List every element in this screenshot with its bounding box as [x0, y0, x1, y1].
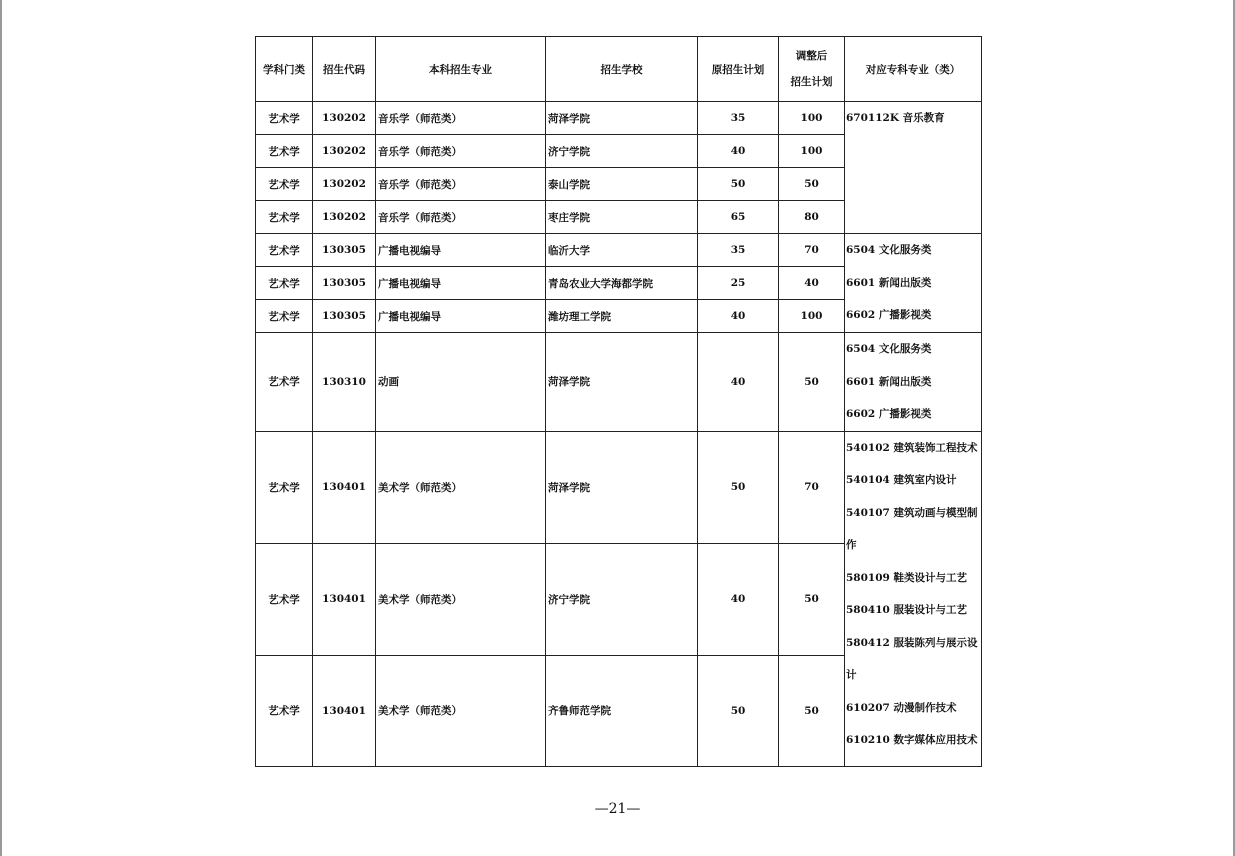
cell-major: 音乐学（师范类）	[376, 168, 546, 201]
cell-major: 音乐学（师范类）	[376, 201, 546, 234]
cell-original-plan: 40	[698, 300, 779, 333]
cell-category: 艺术学	[256, 333, 313, 432]
cell-vocational-group-3	[845, 333, 982, 432]
cell-major: 美术学（师范类）	[376, 655, 546, 766]
cell-major: 广播电视编导	[376, 234, 546, 267]
cell-code: 130401	[313, 543, 376, 655]
cell-original-plan: 65	[698, 201, 779, 234]
cell-major: 广播电视编导	[376, 300, 546, 333]
cell-code: 130202	[313, 135, 376, 168]
cell-major: 美术学（师范类）	[376, 431, 546, 543]
mapping-line: 670112K 音乐教育	[846, 112, 945, 124]
cell-category: 艺术学	[256, 168, 313, 201]
cell-adjusted-plan: 70	[779, 431, 845, 543]
cell-school: 临沂大学	[546, 234, 698, 267]
mapping-line: 580412 服装陈列与展示设	[846, 636, 978, 649]
header-original-plan: 原招生计划	[698, 37, 779, 102]
cell-school: 齐鲁师范学院	[546, 655, 698, 766]
cell-category: 艺术学	[256, 267, 313, 300]
cell-school: 菏泽学院	[546, 431, 698, 543]
mapping-line: 540102 建筑装饰工程技术	[846, 441, 978, 454]
cell-adjusted-plan: 40	[779, 267, 845, 300]
page-number: —21—	[594, 801, 641, 817]
cell-category: 艺术学	[256, 543, 313, 655]
header-major: 本科招生专业	[376, 37, 546, 102]
cell-school: 菏泽学院	[546, 333, 698, 432]
cell-major: 音乐学（师范类）	[376, 135, 546, 168]
cell-category: 艺术学	[256, 102, 313, 135]
cell-original-plan: 35	[698, 234, 779, 267]
cell-category: 艺术学	[256, 300, 313, 333]
mapping-line: 6601 新闻出版类	[846, 375, 932, 388]
cell-original-plan: 40	[698, 135, 779, 168]
cell-major: 动画	[376, 333, 546, 432]
table-row	[256, 234, 982, 267]
cell-code: 130202	[313, 168, 376, 201]
mapping-line: 计	[846, 669, 857, 681]
mapping-line: 6602 广播影视类	[846, 309, 932, 321]
mapping-line: 580410 服装设计与工艺	[846, 604, 967, 616]
cell-school: 潍坊理工学院	[546, 300, 698, 333]
cell-code: 130305	[313, 300, 376, 333]
mapping-line: 6602 广播影视类	[846, 408, 932, 420]
cell-category: 艺术学	[256, 135, 313, 168]
cell-school: 菏泽学院	[546, 102, 698, 135]
cell-major: 音乐学（师范类）	[376, 102, 546, 135]
mapping-line: 6504 文化服务类	[846, 244, 932, 256]
header-row	[256, 37, 982, 102]
table-row	[256, 431, 982, 543]
cell-code: 130305	[313, 267, 376, 300]
header-adjusted-line2: 招生计划	[790, 76, 833, 88]
cell-original-plan: 40	[698, 543, 779, 655]
cell-vocational-group-2	[845, 234, 982, 333]
table-row	[256, 102, 982, 135]
mapping-line: 540107 建筑动画与模型制	[846, 506, 978, 519]
cell-code: 130305	[313, 234, 376, 267]
cell-major: 广播电视编导	[376, 267, 546, 300]
mapping-line: 6504 文化服务类	[846, 343, 932, 355]
cell-adjusted-plan: 50	[779, 168, 845, 201]
cell-adjusted-plan: 100	[779, 300, 845, 333]
cell-adjusted-plan: 80	[779, 201, 845, 234]
cell-original-plan: 50	[698, 168, 779, 201]
cell-category: 艺术学	[256, 431, 313, 543]
header-adjusted-line1: 调整后	[795, 50, 828, 62]
cell-school: 青岛农业大学海都学院	[546, 267, 698, 300]
cell-original-plan: 25	[698, 267, 779, 300]
cell-adjusted-plan: 50	[779, 543, 845, 655]
cell-original-plan: 50	[698, 655, 779, 766]
table-row	[256, 333, 982, 432]
cell-code: 130401	[313, 655, 376, 766]
mapping-line: 610210 数字媒体应用技术	[846, 734, 978, 746]
cell-vocational-group-1	[845, 102, 982, 234]
cell-school: 济宁学院	[546, 135, 698, 168]
cell-original-plan: 50	[698, 431, 779, 543]
header-adjusted-plan	[779, 37, 845, 102]
enrollment-plan-table	[255, 36, 982, 767]
header-school: 招生学校	[546, 37, 698, 102]
header-vocational-major: 对应专科专业（类）	[845, 37, 982, 102]
cell-original-plan: 35	[698, 102, 779, 135]
header-category: 学科门类	[256, 37, 313, 102]
mapping-line: 610207 动漫制作技术	[846, 701, 957, 714]
cell-adjusted-plan: 70	[779, 234, 845, 267]
cell-adjusted-plan: 100	[779, 102, 845, 135]
cell-school: 枣庄学院	[546, 201, 698, 234]
cell-original-plan: 40	[698, 333, 779, 432]
mapping-line: 作	[846, 539, 857, 551]
cell-code: 130310	[313, 333, 376, 432]
cell-category: 艺术学	[256, 201, 313, 234]
page-edge-left	[0, 0, 2, 856]
mapping-line: 6601 新闻出版类	[846, 276, 932, 289]
cell-vocational-group-4	[845, 431, 982, 766]
cell-category: 艺术学	[256, 655, 313, 766]
cell-school: 济宁学院	[546, 543, 698, 655]
cell-category: 艺术学	[256, 234, 313, 267]
cell-code: 130401	[313, 431, 376, 543]
header-code: 招生代码	[313, 37, 376, 102]
mapping-line: 540104 建筑室内设计	[846, 474, 957, 486]
cell-adjusted-plan: 100	[779, 135, 845, 168]
cell-adjusted-plan: 50	[779, 655, 845, 766]
cell-adjusted-plan: 50	[779, 333, 845, 432]
cell-school: 泰山学院	[546, 168, 698, 201]
cell-code: 130202	[313, 102, 376, 135]
cell-major: 美术学（师范类）	[376, 543, 546, 655]
mapping-line: 580109 鞋类设计与工艺	[846, 571, 967, 584]
cell-code: 130202	[313, 201, 376, 234]
